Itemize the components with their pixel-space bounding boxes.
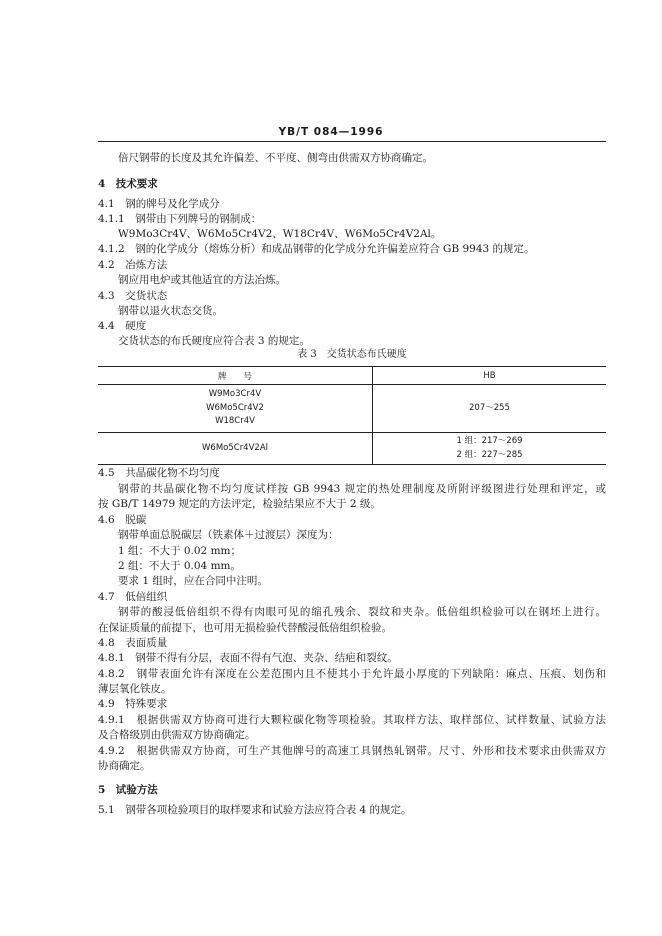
clause-4-3: 4.3 交货状态 [98, 290, 168, 302]
clause-4-6: 4.6 脱碳 [98, 514, 147, 526]
clause-4-8-2-line1: 4.8.2 钢带表面允许有深度在公差范围内且不使其小于允许最小厚度的下列缺陷：麻点、压痕、划伤和 [98, 668, 606, 680]
clause-4-7-body-line1: 钢带的酸浸低倍组织不得有肉眼可见的缩孔残余、裂纹和夹杂。低倍组织检验可以在钢坯上进行。 [118, 606, 606, 618]
table-3-header-grade: 牌 号 [98, 367, 373, 385]
table-3-hb-value: 1 组：217～269 [456, 436, 523, 446]
clause-4-6-body: 钢带单面总脱碳层（铁素体＋过渡层）深度为： [118, 529, 339, 541]
clause-4-7-body-line2: 在保证质量的前提下，也可用无损检验代替酸浸低倍组织检验。 [98, 622, 392, 634]
header-rule [98, 141, 606, 142]
intro-paragraph: 倍尺钢带的长度及其允许偏差、不平度、侧弯由供需双方协商确定。 [118, 152, 433, 164]
table-3-hb-cell [373, 433, 607, 465]
table-3-grade: W18Cr4V [215, 416, 255, 427]
table-3-caption: 表 3 交货状态布氏硬度 [297, 349, 407, 360]
table-3-header-hb: HB [373, 367, 607, 385]
table-3 [98, 366, 606, 465]
clause-4-5-body-line2: 按 GB/T 14979 规定的方法评定，检验结果应不大于 2 级。 [98, 498, 381, 510]
clause-4-7: 4.7 低倍组织 [98, 591, 168, 603]
clause-4-6-note: 要求 1 组时，应在合同中注明。 [118, 575, 268, 587]
clause-4-6-group1: 1 组：不大于 0.02 mm； [118, 545, 241, 557]
clause-4-4: 4.4 硬度 [98, 320, 147, 332]
clause-4-8: 4.8 表面质量 [98, 637, 168, 649]
clause-4-1-2: 4.1.2 钢的化学成分（熔炼分析）和成品钢带的化学成分允许偏差应符合 GB 9943 的规定。 [98, 243, 535, 255]
section-5-heading: 5 试验方法 [98, 784, 158, 796]
clause-5-1: 5.1 钢带各项检验项目的取样要求和试验方法应符合表 4 的规定。 [98, 804, 412, 816]
clause-4-1-1: 4.1.1 钢带由下列牌号的钢制成： [98, 213, 262, 225]
table-3-grade: W6Mo5Cr4V2Al [202, 442, 268, 453]
standard-code-header: YB/T 084—1996 [278, 126, 384, 138]
table-row [98, 433, 606, 465]
clause-4-8-1: 4.8.1 钢带不得有分层，表面不得有气泡、夹杂、结疤和裂纹。 [98, 652, 398, 664]
clause-4-9-2-line2: 协商确定。 [98, 760, 151, 772]
table-row [98, 385, 606, 433]
table-3-grade-cell [98, 385, 373, 433]
table-3-hb-value: 207～255 [469, 402, 510, 413]
clause-4-1: 4.1 钢的牌号及化学成分 [98, 198, 220, 210]
table-3-hb-cell [373, 385, 607, 433]
clause-4-2-body: 钢应用电炉或其他适宜的方法冶炼。 [118, 274, 286, 286]
table-3-grade: W6Mo5Cr4V2 [206, 402, 264, 413]
clause-4-9-1-line1: 4.9.1 根据供需双方协商可进行大颗粒碳化物等项检验。其取样方法、取样部位、试样数量、试验方法 [98, 714, 606, 726]
table-3-grade-cell [98, 433, 373, 465]
clause-4-9-1-line2: 及合格级别由供需双方协商确定。 [98, 729, 256, 741]
clause-4-1-1-grades: W9Mo3Cr4V、W6Mo5Cr4V2、W18Cr4V、W6Mo5Cr4V2Al。 [118, 228, 442, 240]
clause-4-8-2-line2: 薄层氧化铁皮。 [98, 683, 172, 695]
table-3-hb-value: 2 组：227～285 [456, 449, 523, 460]
clause-4-5: 4.5 共晶碳化物不均匀度 [98, 467, 220, 479]
clause-4-4-body: 交货状态的布氏硬度应符合表 3 的规定。 [118, 335, 310, 347]
clause-4-2: 4.2 冶炼方法 [98, 259, 168, 271]
clause-4-6-group2: 2 组：不大于 0.04 mm。 [118, 560, 241, 572]
table-3-grade: W9Mo3Cr4V [208, 389, 262, 400]
clause-4-9-2-line1: 4.9.2 根据供需双方协商，可生产其他牌号的高速工具钢热轧钢带。尺寸、外形和技术要求由供需双方 [98, 745, 606, 757]
clause-4-5-body-line1: 钢带的共晶碳化物不均匀度试样按 GB 9943 规定的热处理制度及所附评级图进行处理和评定，或 [118, 483, 606, 495]
section-4-heading: 4 技术要求 [98, 178, 158, 190]
clause-4-3-body: 钢带以退火状态交货。 [118, 305, 223, 317]
clause-4-9: 4.9 特殊要求 [98, 698, 168, 710]
